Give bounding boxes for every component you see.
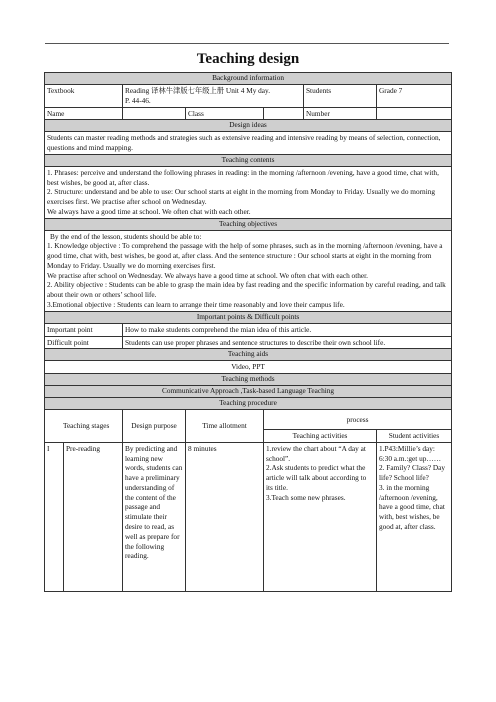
difficult-point-text: Students can use proper phrases and sentence structures to describe their own school life. (123, 336, 452, 349)
col-teaching-stages: Teaching stages (45, 410, 123, 443)
name-label: Name (45, 107, 123, 120)
student-activity: 3. in the morning /afternoon /evening, have a good time, chat with, best wishes, be good at, after class. (379, 482, 445, 531)
teaching-contents (45, 166, 452, 218)
class-label: Class (186, 107, 264, 120)
textbook-line-2: P. 44-46. (125, 95, 151, 105)
textbook-label: Textbook (45, 85, 123, 108)
important-point-text: How to make students comprehend the mian idea of this article. (123, 323, 452, 336)
student-activity: 1.P43:Millie’s day: (379, 443, 435, 453)
important-point-label: Important point (45, 323, 123, 336)
section-points-header: Important points & Difficult points (45, 311, 452, 323)
class-value (264, 107, 304, 120)
content-item: 1. Phrases: perceive and understand the following phrases in reading: in the morning /afternoon /evening, have a good time, chat with, best wishes, be good at, after class. (47, 167, 439, 187)
col-time-allotment: Time allotment (186, 410, 264, 443)
teaching-design-table (44, 72, 452, 592)
student-activity: 6:30 a.m.:get up…… (379, 453, 442, 463)
col-teaching-activities: Teaching activities (264, 430, 377, 443)
content-item: 2. Structure: understand and be able to use: Our school starts at eight in the morning from Monday to Friday. Usually we do morning exercises first. We practise after school on Wednesday. (47, 187, 436, 207)
students-label: Students (304, 85, 377, 108)
row-time: 8 minutes (186, 442, 264, 591)
header-rule (45, 43, 449, 44)
page-title: Teaching design (196, 51, 300, 67)
teacher-activity: 2.Ask students to predict what the article will talk about according to its title. (266, 463, 367, 492)
design-ideas-text: Students can master reading methods and strategies such as extensive reading and intensive reading by means of selection, connection, questions and mind mapping. (45, 132, 452, 155)
row-student-activities (377, 442, 452, 591)
textbook-line-1: Reading 译林牛津版七年级上册 Unit 4 My day. (125, 86, 271, 95)
student-activity: 2. Family? Class? Day life? School life? (379, 463, 446, 483)
objective-item: We practise after school on Wednesday. We always have a good time at school. We often chat with each other. (47, 270, 368, 280)
students-value: Grade 7 (377, 85, 452, 108)
row-teacher-activities (264, 442, 377, 591)
section-design-ideas-header: Design ideas (45, 120, 452, 132)
number-label: Number (304, 107, 377, 120)
number-value (377, 107, 452, 120)
section-teaching-methods-header: Teaching methods (45, 374, 452, 386)
section-teaching-aids-header: Teaching aids (45, 349, 452, 361)
teaching-aids-text: Video, PPT (45, 361, 452, 374)
objective-item: 1. Knowledge objective : To comprehend the passage with the help of some phrases, such as in the morning /afternoon /evening, have a good time, chat with, best wishes, be good at, after class. And the sentence structure : Our school starts at eight in the morning from Monday to Friday. Usually we do morning exercises first. (47, 241, 443, 270)
teaching-methods-text: Communicative Approach ,Task-based Language Teaching (45, 386, 452, 398)
textbook-value (123, 85, 304, 108)
objective-item: 3.Emotional objective : Students can learn to arrange their time reasonably and love their campus life. (47, 300, 345, 310)
section-objectives-header: Teaching objectives (45, 218, 452, 230)
content-item: We always have a good time at school. We often chat with each other. (47, 206, 251, 216)
name-value (123, 107, 186, 120)
col-design-purpose: Design purpose (123, 410, 186, 443)
section-teaching-contents-header: Teaching contents (45, 154, 452, 166)
section-background-header: Background information (45, 73, 452, 85)
teacher-activity: 3.Teach some new phrases. (266, 492, 346, 502)
difficult-point-label: Difficult point (45, 336, 123, 349)
row-purpose: By predicting and learning new words, students can have a preliminary understanding of the content of the passage and stimulate their desire to read, as well as prepare for the following reading. (123, 442, 186, 591)
col-student-activities: Student activities (377, 430, 452, 443)
teacher-activity: 1.review the chart about “A day at school”. (266, 443, 366, 463)
col-process: process (264, 410, 452, 430)
row-stage: Pre-reading (64, 442, 123, 591)
row-number: I (45, 442, 64, 591)
objective-item: 2. Ability objective : Students can be able to grasp the main idea by fast reading and the specific information by careful reading, and talk about their own or others’ school life. (47, 280, 446, 300)
section-procedure-header: Teaching procedure (45, 398, 452, 410)
objective-intro: By the end of the lesson, students should be able to: (50, 231, 202, 241)
teaching-objectives (45, 230, 452, 311)
